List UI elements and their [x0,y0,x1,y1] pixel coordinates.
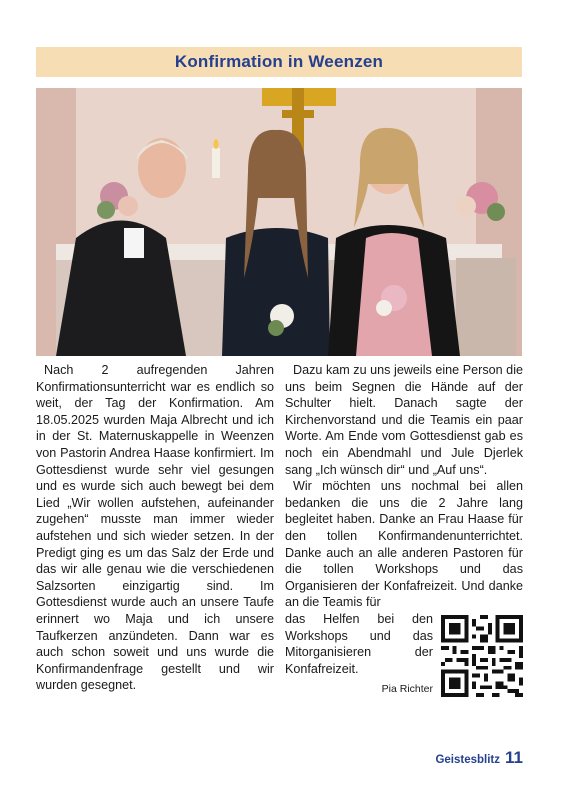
magazine-name: Geistesblitz [435,754,501,766]
title-banner [36,47,522,77]
qr-block [285,611,523,698]
paragraph: Dazu kam zu uns jeweils eine Person die uns beim Segnen die Hände auf der Schulter hielt. Danach sagte der Kirchenvorstand und die Teamis ein paar Worte. Am Ende vom Gottesdienst gab es noch ein Abendmahl und Jule Djerlek sang „Ich wünsch dir“ und „Auf uns“. [285,363,523,477]
article-column-right [285,362,523,698]
paragraph: Nach 2 aufregenden Jahren Konfirmationsunterricht war es endlich so weit, der Tag der Konfirmation. Am 18.05.2025 wurden Maja Albrecht und ich in der St. Maternuskappelle in Weenzen von Pastorin Andrea Haase konfirmiert. Im Gottesdienst wurde sehr viel gesungen und es wurde sich auch bewegt bei dem Lied „Wir wollen aufstehen, aufeinander zugehen“ musste man immer wieder aufstehen und sich wieder setzen. In der Predigt ging es um das Salz der Erde und das wir alle genau wie die verschiedenen Salzsorten einzigartig sind. Im Gottesdienst wurde auch an unsere Taufe erinnert wo Maja und ich unsere Taufkerzen anzündeten. Dann war es auch schon soweit und uns wurde die Konfirmandenfrage gestellt und wir wurden gesegnet. [36,363,274,693]
qr-code-icon[interactable] [441,615,523,697]
paragraph: Wir möchten uns nochmal bei allen bedanken die uns die 2 Jahre lang begleitet haben. Danke an Frau Haase für den tollen Konfirmandenunterrichtet. Danke auch an alle anderen Pastoren für die tollen Workshops und das Organisieren der Konfafreizeit. Und danke an die Teamis für [285,479,523,610]
article-title: Konfirmation in Weenzen [174,52,384,71]
page-footer [435,748,523,768]
confirmation-photo [36,88,522,356]
paragraph: das Helfen bei den Workshops und das Mitorganisieren der Konfafreizeit. [285,611,433,676]
page-number: 11 [505,748,523,767]
article-column-left [36,362,274,694]
author-signature: Pia Richter [381,683,433,696]
